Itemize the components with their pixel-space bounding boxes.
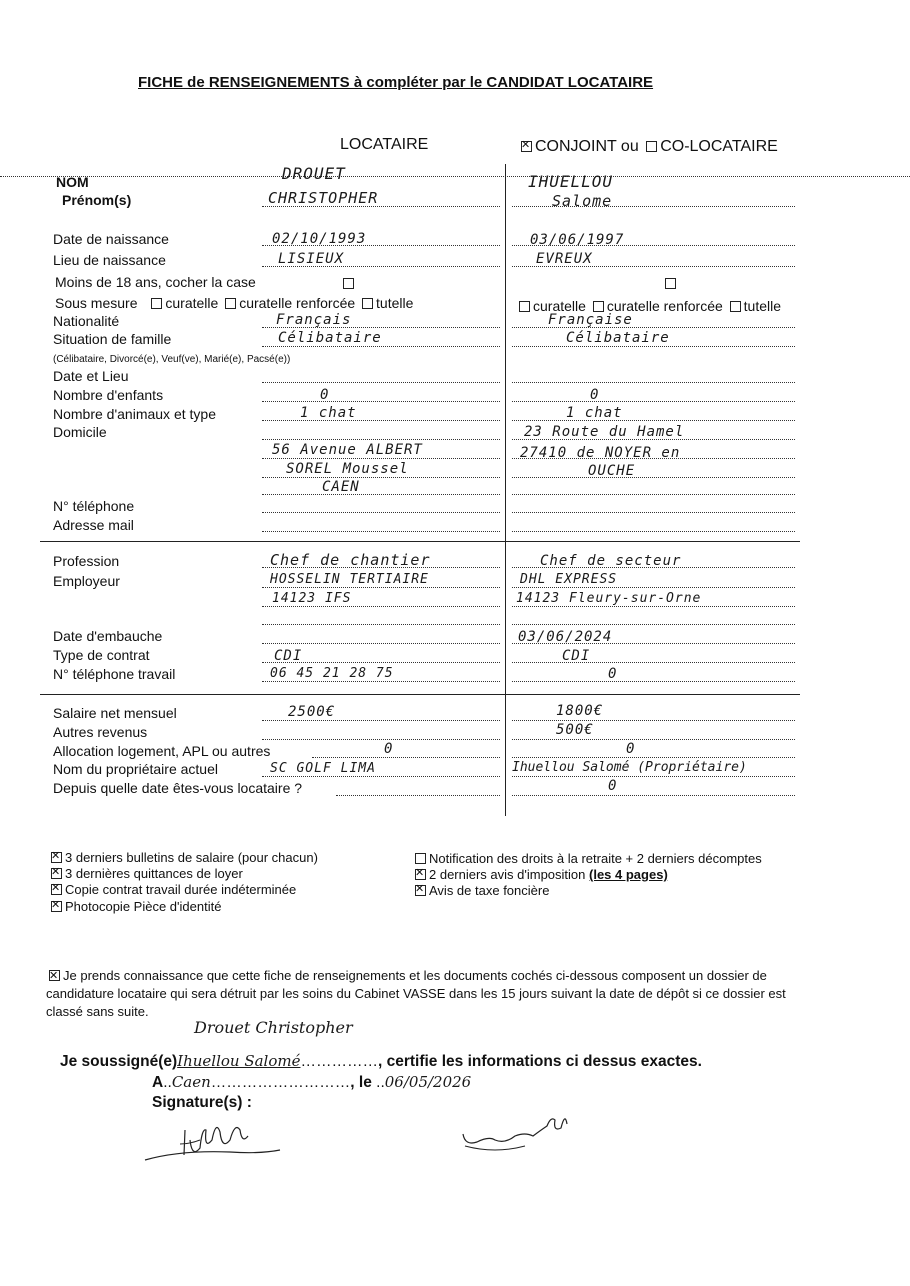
imposition-checkbox[interactable] [415,869,426,880]
conjoint-animaux: 1 chat [566,405,623,421]
doc-contrat: ✕Copie contrat travail durée indéterminée [48,882,296,897]
column-header-conjoint: ✕ CONJOINT ou CO-LOCATAIRE [518,138,778,156]
conjoint-domicile-3: OUCHE [588,463,636,479]
label-sous-mesure: Sous mesure curatelle curatelle renforcée tutelle [55,295,414,311]
conjoint-checkbox-checked[interactable] [521,141,532,152]
conjoint-date-naissance: 03/06/1997 [530,232,625,248]
conjoint-prenom: Salome [552,192,613,210]
label-date-naissance: Date de naissance [53,231,169,247]
label-tel-travail: N° téléphone travail [53,666,176,682]
signature-2-icon [455,1106,585,1156]
locataire-type-contrat: CDI [274,648,303,664]
label-domicile: Domicile [53,424,107,440]
locataire-profession: Chef de chantier [270,551,431,569]
doc-bulletins: ✕3 derniers bulletins de salaire (pour chacun) [48,850,318,865]
conjoint-curatelle-renforcee-checkbox[interactable] [593,301,604,312]
label-depuis: Depuis quelle date êtes-vous locataire ? [53,780,303,796]
locataire-tel-travail: 06 45 21 28 75 [270,666,394,681]
signatories-handwritten: Drouet Christopher [194,1018,353,1037]
conjoint-autres-revenus: 500€ [556,722,594,738]
tutelle-checkbox[interactable] [362,298,373,309]
doc-quittances: ✕3 dernières quittances de loyer [48,866,243,881]
locataire-salaire: 2500€ [288,704,336,720]
conjoint-type-contrat: CDI [562,648,591,664]
section-rule-2 [40,694,800,695]
form-title: FICHE de RENSEIGNEMENTS à compléter par le CANDIDAT LOCATAIRE [138,74,654,91]
conjoint-allocation: 0 [626,741,636,757]
label-nationalite: Nationalité [53,313,120,329]
column-divider [505,164,506,816]
colocataire-checkbox[interactable] [646,141,657,152]
column-header-locataire: LOCATAIRE [340,136,429,153]
locataire-employeur-2: 14123 IFS [272,591,352,606]
locataire-domicile-1: 56 Avenue ALBERT [272,442,423,458]
label-lieu-naissance: Lieu de naissance [53,252,166,268]
conjoint-lieu-naissance: EVREUX [536,251,593,267]
quittances-checkbox[interactable] [51,868,62,879]
locataire-date-naissance: 02/10/1993 [272,231,367,247]
conjoint-situation: Célibataire [566,330,670,346]
doc-retraite: Notification des droits à la retraite + 2 derniers décomptes [412,851,762,866]
locataire-situation: Célibataire [278,330,382,346]
conjoint-domicile-1: 23 Route du Hamel [524,424,685,440]
signature-label: Signature(s) : [152,1094,252,1111]
top-separator [0,176,910,177]
locataire-enfants: 0 [320,387,330,403]
curatelle-renforcee-checkbox[interactable] [225,298,236,309]
section-rule-1 [40,541,800,542]
retraite-checkbox[interactable] [415,853,426,864]
label-prenom: Prénom(s) [62,192,132,208]
label-mail: Adresse mail [53,517,134,533]
conjoint-profession: Chef de secteur [540,553,682,569]
lieu-date-line: A..Caen………………………, le ..06/05/2026 [152,1073,472,1091]
label-date-lieu: Date et Lieu [53,368,129,384]
label-animaux: Nombre d'animaux et type [53,406,216,422]
conjoint-tel-travail: 0 [608,666,618,682]
conjoint-nom: IHUELLOU [528,172,614,191]
label-allocation: Allocation logement, APL ou autres [53,743,271,759]
contrat-checkbox[interactable] [51,884,62,895]
conjoint-employeur-2: 14123 Fleury-sur-Orne [516,591,702,606]
label-type-contrat: Type de contrat [53,647,150,663]
conjoint-domicile-2: 27410 de NOYER en [520,445,681,461]
curatelle-checkbox[interactable] [151,298,162,309]
declaration-checkbox[interactable] [49,970,60,981]
locataire-animaux: 1 chat [300,405,357,421]
declaration-paragraph: ✕Je prends connaissance que cette fiche de renseignements et les documents cochés ci-dessous composent un dossier de candidature locataire qui sera détruit par les soins du Cabinet VASSE dans les 15 jours suivant la date de dépôt si ce dossier est classé sans suite. [46,967,816,1021]
locataire-domicile-2: SOREL Moussel [286,461,409,477]
conjoint-date-embauche: 03/06/2024 [518,629,613,645]
identite-checkbox[interactable] [51,901,62,912]
conjoint-curatelle-checkbox[interactable] [519,301,530,312]
label-enfants: Nombre d'enfants [53,387,164,403]
locataire-nom: DROUET [282,164,346,183]
label-salaire: Salaire net mensuel [53,705,177,721]
doc-imposition: ✕2 derniers avis d'imposition (les 4 pages) [412,867,668,882]
locataire-allocation: 0 [384,741,394,757]
conjoint-salaire: 1800€ [556,703,604,719]
label-date-embauche: Date d'embauche [53,628,163,644]
date-value: 06/05/2026 [384,1073,472,1091]
doc-identite: ✕Photocopie Pièce d'identité [48,899,221,914]
label-proprietaire: Nom du propriétaire actuel [53,761,218,777]
label-nom: NOM [56,174,89,190]
conjoint-nationalite: Française [548,312,633,328]
label-telephone: N° téléphone [53,498,135,514]
signature-1-icon [140,1110,290,1170]
locataire-employeur-1: HOSSELIN TERTIAIRE [270,572,429,587]
soussigne-line: Je soussigné(e)Ihuellou Salomé……………, certifie les informations ci dessus exactes. [60,1052,702,1070]
soussigne-name: Ihuellou Salomé [177,1052,301,1070]
conjoint-depuis: 0 [608,778,618,794]
label-situation: Situation de famille [53,331,172,347]
conjoint-tutelle-checkbox[interactable] [730,301,741,312]
conjoint-enfants: 0 [590,387,600,403]
locataire-proprietaire: SC GOLF LIMA [270,761,376,776]
locataire-lieu-naissance: LISIEUX [278,251,345,267]
label-employeur: Employeur [53,573,120,589]
conjoint-proprietaire: Ihuellou Salomé (Propriétaire) [512,760,747,775]
label-autres-revenus: Autres revenus [53,724,148,740]
conjoint-moins18-checkbox[interactable] [665,278,676,289]
conjoint-employeur-1: DHL EXPRESS [520,572,618,587]
label-profession: Profession [53,553,120,569]
taxe-checkbox[interactable] [415,885,426,896]
bulletins-checkbox[interactable] [51,852,62,863]
locataire-domicile-3: CAEN [322,479,360,495]
locataire-prenom: CHRISTOPHER [268,189,379,207]
locataire-nationalite: Français [276,312,352,328]
label-moins18: Moins de 18 ans, cocher la case [55,274,256,290]
lieu-value: Caen [171,1073,211,1091]
doc-taxe: ✕Avis de taxe foncière [412,883,549,898]
conjoint-sous-mesure: curatelle curatelle renforcée tutelle [516,298,781,314]
label-situation-note: (Célibataire, Divorcé(e), Veuf(ve), Marié(e), Pacsé(e)) [53,354,291,365]
moins18-checkbox[interactable] [343,278,354,289]
